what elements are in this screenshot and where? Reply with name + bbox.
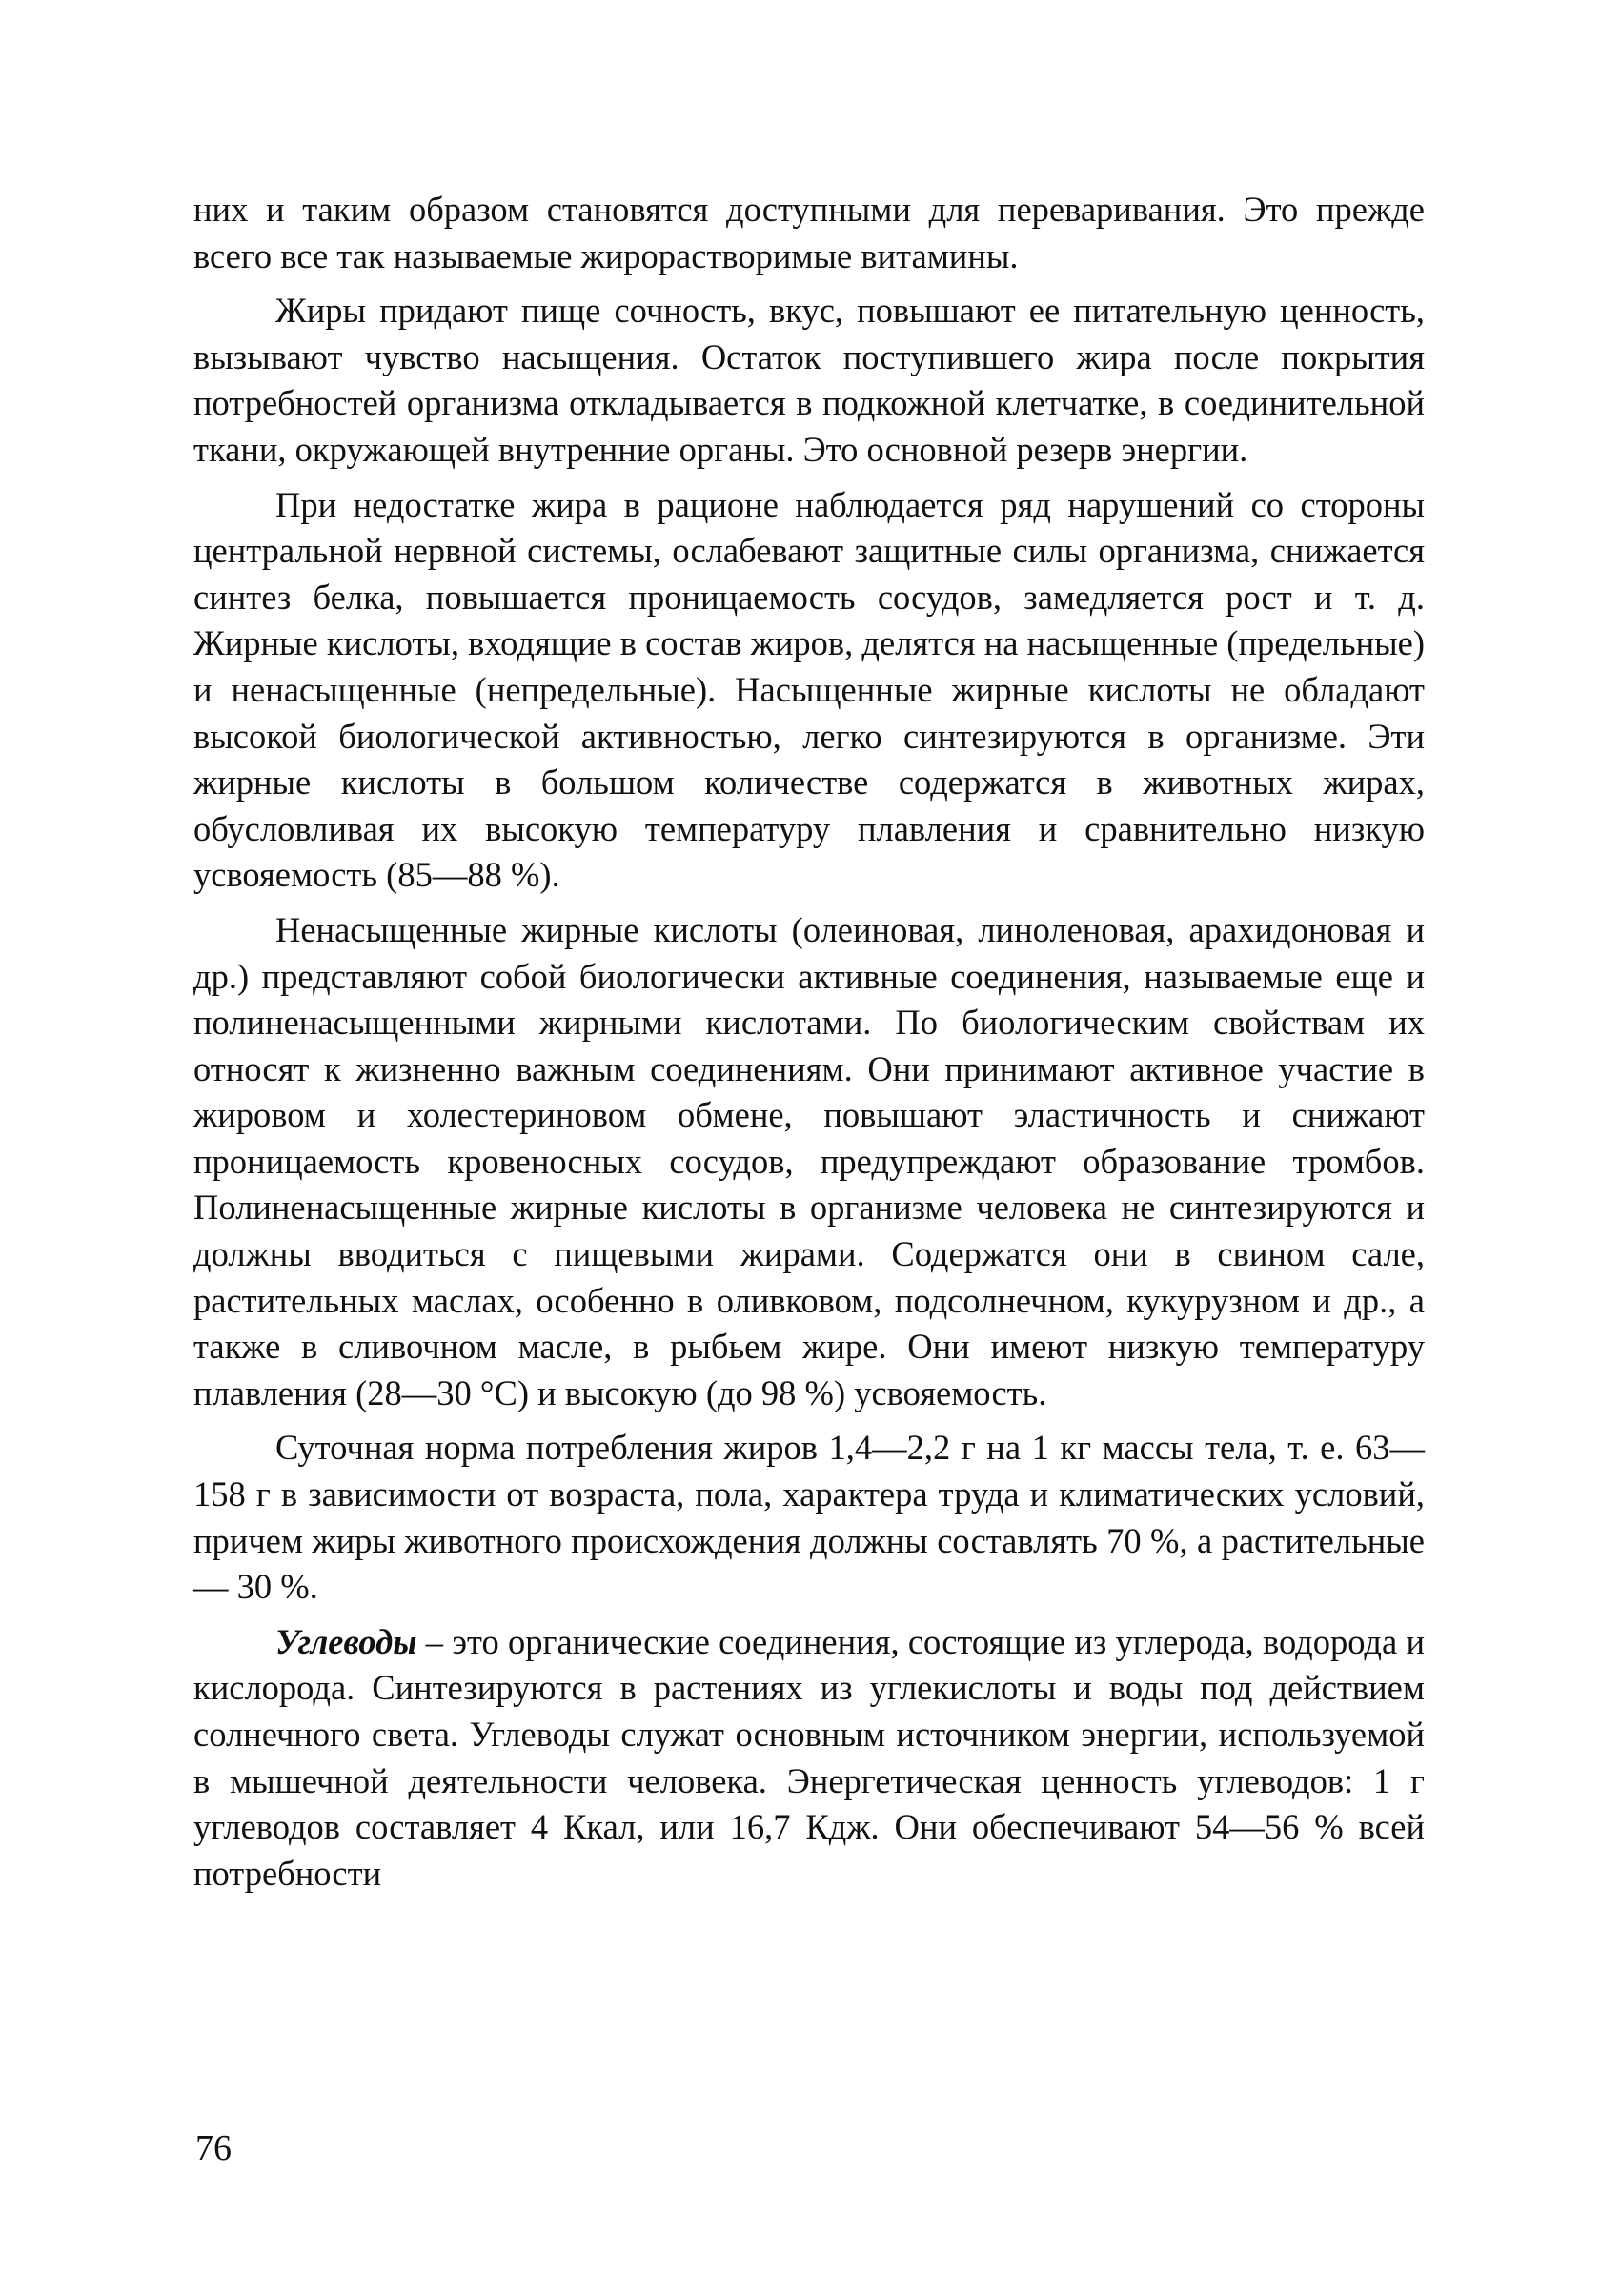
term-carbohydrates: Углеводы [275,1621,417,1661]
paragraph-2 [193,288,1425,473]
paragraph-2-text: Жиры придают пище сочность, вкус, повышают ее питательную ценность, вызывают чувство насыщения. Остаток поступившего жира после покрытия потребностей организма откладывается в подкожной клетчатке, в соединительной ткани, окружающей внутренние органы. Это основной резерв энергии. [193,291,1425,469]
paragraph-4 [193,907,1425,1417]
paragraph-1 [193,187,1425,279]
paragraph-6 [193,1619,1425,1898]
paragraph-3 [193,482,1425,899]
body-text [193,187,1425,1905]
paragraph-1-text: них и таким образом становятся доступными для переваривания. Это прежде всего все так называемые жирорастворимые витамины. [193,190,1425,275]
page-number: 76 [195,2128,232,2168]
paragraph-4-text: Ненасыщенные жирные кислоты (олеиновая, линоленовая, арахидоновая и др.) представляют собой биологически активные соединения, называемые еще и полиненасыщенными жирными кислотами. По биологическим свойствам их относят к жизненно важным соединениям. Они принимают активное участие в жировом и холестериновом обмене, повышают эластичность и снижают проницаемость кровеносных сосудов, предупреждают образование тромбов. Полиненасыщенные жирные кислоты в организме человека не синтезируются и должны вводиться с пищевыми жирами. Содержатся они в свином сале, растительных маслах, особенно в оливковом, подсолнечном, кукурузном и др., а также в сливочном масле, в рыбьем жире. Они имеют низкую температуру плавления (28—30 °С) и высокую (до 98 %) усвояемость. [193,909,1425,1412]
paragraph-5-text: Суточная норма потребления жиров 1,4—2,2 г на 1 кг массы тела, т. е. 63—158 г в зависимости от возраста, пола, характера труда и климатических условий, причем жиры животного происхождения должны составлять 70 %, а растительные — 30 %. [193,1428,1425,1607]
paragraph-3-text: При недостатке жира в рационе наблюдается ряд нарушений со стороны центральной нервной системы, ослабевают защитные силы организма, снижается синтез белка, повышается проницаемость сосудов, замедляется рост и т. д. Жирные кислоты, входящие в состав жиров, делятся на насыщенные (предельные) и ненасыщенные (непредельные). Насыщенные жирные кислоты не обладают высокой биологической активностью, легко синтезируются в организме. Эти жирные кислоты в большом количестве содержатся в животных жирах, обусловливая их высокую температуру плавления и сравнительно низкую усвояемость (85—88 %). [193,484,1425,895]
paragraph-6-text: – это органические соединения, состоящие из углерода, водорода и кислорода. Синтезируются в растениях из углекислоты и воды под действием солнечного света. Углеводы служат основным источником энергии, используемой в мышечной деятельности человека. Энергетическая ценность углеводов: 1 г углеводов составляет 4 Ккал, или 16,7 Кдж. Они обеспечивают 54—56 % всей потребности [193,1621,1425,1893]
paragraph-5 [193,1425,1425,1610]
